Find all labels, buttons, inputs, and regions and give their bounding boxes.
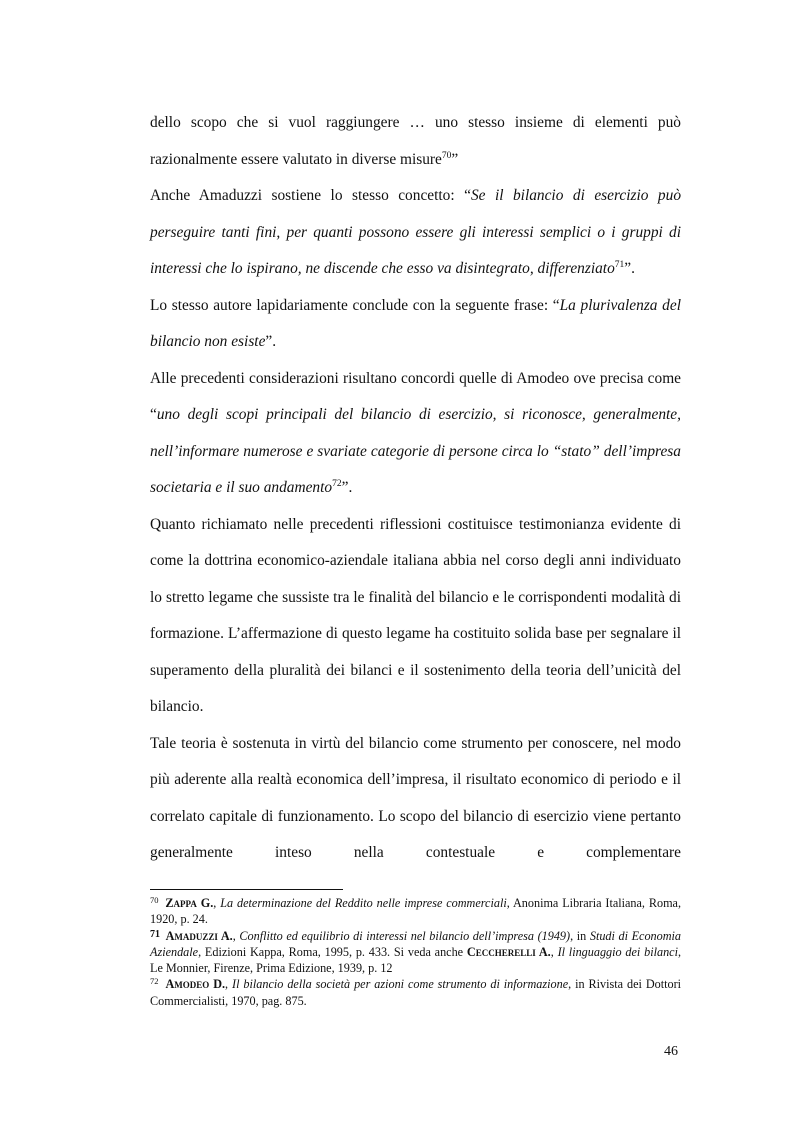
paragraph-4: Alle precedenti considerazioni risultano concordi quelle di Amodeo ove precisa come “uno degli scopi principali del bilancio di esercizio, si riconosce, generalmente, nell’informare numerose e svariate categorie di persone circa lo “stato” dell’impresa societaria e il suo andamento$^{72}$”. — [150, 369, 681, 496]
body-text — [150, 105, 681, 872]
footnote-70: $^{70}$ Zappa G., La determinazione del Reddito nelle imprese commerciali, Anonima Libraria Italiana, Roma, 1920, p. 24. — [150, 895, 682, 927]
footnotes — [150, 895, 681, 1009]
paragraph-2: Anche Amaduzzi sostiene lo stesso concetto: “Se il bilancio di esercizio può perseguire tanti fini, per quanti possono essere gli interessi semplici o i gruppi di interessi che lo ispirano, ne discende che esso va disintegrato, differenziato$^{71}$”. — [150, 187, 682, 277]
paragraph-1: dello scopo che si vuol raggiungere … uno stesso insieme di elementi può razionalmente essere valutato in diverse misure$^{70}$” — [150, 114, 681, 168]
page-number: 46 — [664, 1044, 678, 1059]
paragraph-3: Lo stesso autore lapidariamente conclude con la seguente frase: “La plurivalenza del bilancio non esiste”. — [150, 296, 681, 350]
quote-amodeo: uno degli scopi principali del bilancio di esercizio, si riconosce, generalmente, nell’informare numerose e svariate categorie di persone circa lo “stato” dell’impresa societaria e il suo andamento — [150, 406, 681, 496]
footnote-ref-70[interactable]: 70 — [441, 150, 452, 161]
quote-plurivalenza: La plurivalenza del bilancio non esiste — [150, 296, 681, 350]
footnote-72: $^{72}$ Amodeo D., Il bilancio della società per azioni come strumento di informazione, in Rivista dei Dottori Commercialisti, 1970, pag. 875. — [150, 976, 682, 1008]
footnote-divider — [150, 889, 343, 890]
quote-amaduzzi: Se il bilancio di esercizio può perseguire tanti fini, per quanti possono essere gli interessi semplici o i gruppi di interessi che lo ispirano, ne discende che esso va disintegrato, differenziato — [150, 187, 682, 277]
paragraph-5: Quanto richiamato nelle precedenti riflessioni costituisce testimonianza evidente di come la dottrina economico-aziendale italiana abbia nel corso degli anni individuato lo stretto legame che sussiste tra le finalità del bilancio e le corrispondenti modalità di formazione. L’affermazione di questo legame ha costituito solida base per segnalare il superamento della pluralità dei bilanci e il sostenimento della teoria dell’unicità del bilancio. — [150, 515, 681, 715]
paragraph-6: Tale teoria è sostenuta in virtù del bilancio come strumento per conoscere, nel modo più aderente alla realtà economica dell’impresa, il risultato economico di periodo e il correlato capitale di funzionamento. Lo scopo del bilancio di esercizio viene pertanto generalmente inteso nella contestuale e complementare — [150, 734, 681, 861]
footnote-ref-72[interactable]: 72 — [332, 479, 342, 489]
footnote-71: $^{71}$ Amaduzzi A., Conflitto ed equilibrio di interessi nel bilancio dell’impresa (1949), in Studi di Economia Aziendale, Edizioni Kappa, Roma, 1995, p. 433. Si veda anche Ceccherelli A., Il linguaggio dei bilanci, Le Monnier, Firenze, Prima Edizione, 1939, p. 12 — [150, 928, 682, 976]
footnote-ref-71[interactable]: 71 — [614, 260, 625, 270]
